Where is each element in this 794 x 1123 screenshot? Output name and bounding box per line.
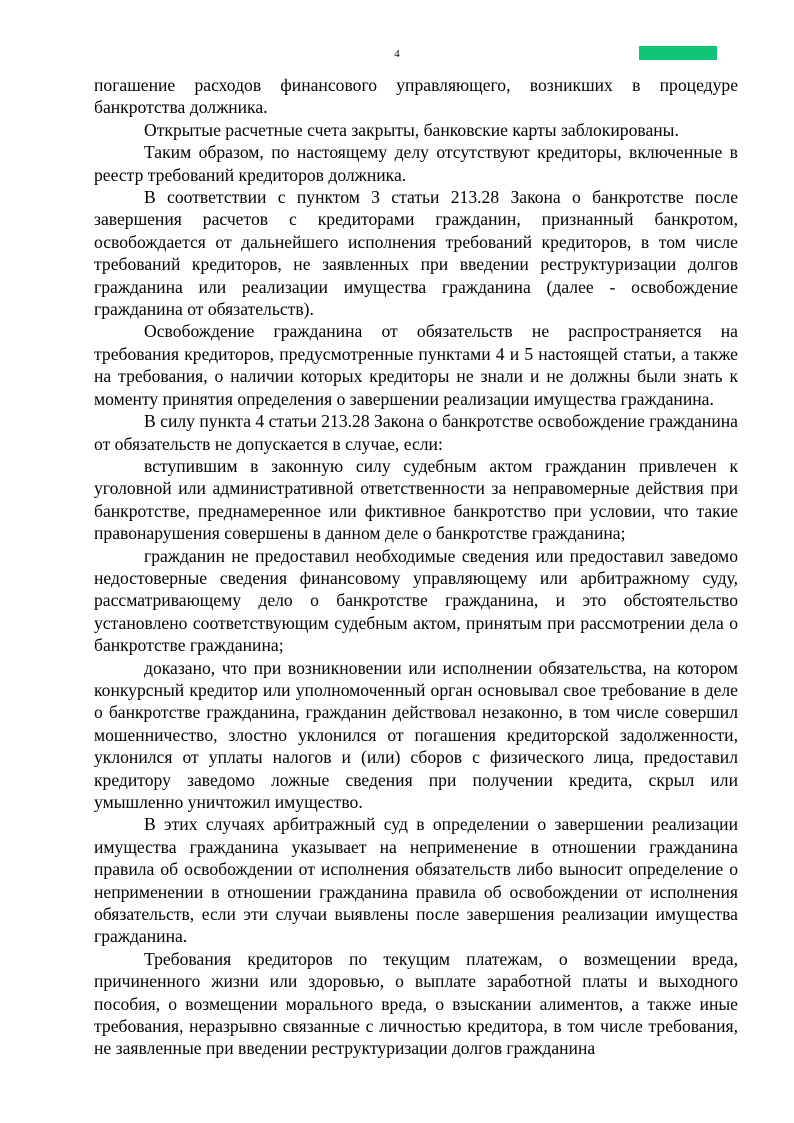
paragraph-1: погашение расходов финансового управляющего, возникших в процедуре банкротства должника. — [94, 75, 738, 118]
paragraph-7: вступившим в законную силу судебным актом гражданин привлечен к уголовной или административной ответственности за неправомерные действия при банкротстве, преднамеренное или фиктивное банкротство при условии, что такие правонарушения совершены в данном деле о банкротстве гражданина; — [94, 455, 738, 544]
paragraph-9: доказано, что при возникновении или исполнении обязательства, на котором конкурсный кредитор или уполномоченный орган основывал свое требование в деле о банкротстве гражданина, гражданин действовал незаконно, в том числе совершил мошенничество, злостно уклонился от погашения кредиторской задолженности, уклонился от уплаты налогов и (или) сборов с физического лица, предоставил кредитору заведомо ложные сведения при получении кредита, скрыл или умышленно уничтожил имущество. — [94, 657, 738, 812]
paragraph-5: Освобождение гражданина от обязательств не распространяется на требования кредиторов, предусмотренные пунктами 4 и 5 настоящей статьи, а также на требования, о наличии которых кредиторы не знали и не должны были знать к моменту принятия определения о завершении реализации имущества гражданина. — [94, 321, 738, 409]
paragraph-3: Таким образом, по настоящему делу отсутствуют кредиторы, включенные в реестр требований кредиторов должника. — [94, 142, 738, 185]
paragraph-11: Требования кредиторов по текущим платежам, о возмещении вреда, причиненного жизни или здоровью, о выплате заработной платы и выходного пособия, о возмещении морального вреда, о взыскании алиментов, а также иные требования, неразрывно связанные с личностью кредитора, в том числе требования, не заявленные при введении реструктуризации долгов гражданина — [94, 948, 738, 1059]
paragraph-6: В силу пункта 4 статьи 213.28 Закона о банкротстве освобождение гражданина от обязательств не допускается в случае, если: — [94, 411, 738, 454]
paragraph-4: В соответствии с пунктом 3 статьи 213.28 Закона о банкротстве после завершения расчетов с кредиторами гражданин, признанный банкротом, освобождается от дальнейшего исполнения требований кредиторов, в том числе требований кредиторов, не заявленных при введении реструктуризации долгов гражданина или реализации имущества гражданина (далее - освобождение гражданина от обязательств). — [94, 187, 738, 320]
paragraph-10: В этих случаях арбитражный суд в определении о завершении реализации имущества гражданина указывает на неприменение в отношении гражданина правила об освобождении от исполнения обязательств либо выносит определение о неприменении в отношении гражданина правила об освобождении от исполнения обязательств, если эти случаи выявлены после завершения реализации имущества гражданина. — [94, 814, 738, 947]
green-stamp-bar — [639, 46, 717, 60]
document-body — [94, 74, 738, 1060]
page-number: 4 — [394, 48, 400, 60]
paragraph-8: гражданин не предоставил необходимые сведения или предоставил заведомо недостоверные сведения финансовому управляющему или арбитражному суду, рассматривающему дело о банкротстве гражданина, и это обстоятельство установлено соответствующим судебным актом, принятым при рассмотрении дела о банкротстве гражданина; — [94, 545, 738, 656]
paragraph-2: Открытые расчетные счета закрыты, банковские карты заблокированы. — [144, 119, 679, 140]
